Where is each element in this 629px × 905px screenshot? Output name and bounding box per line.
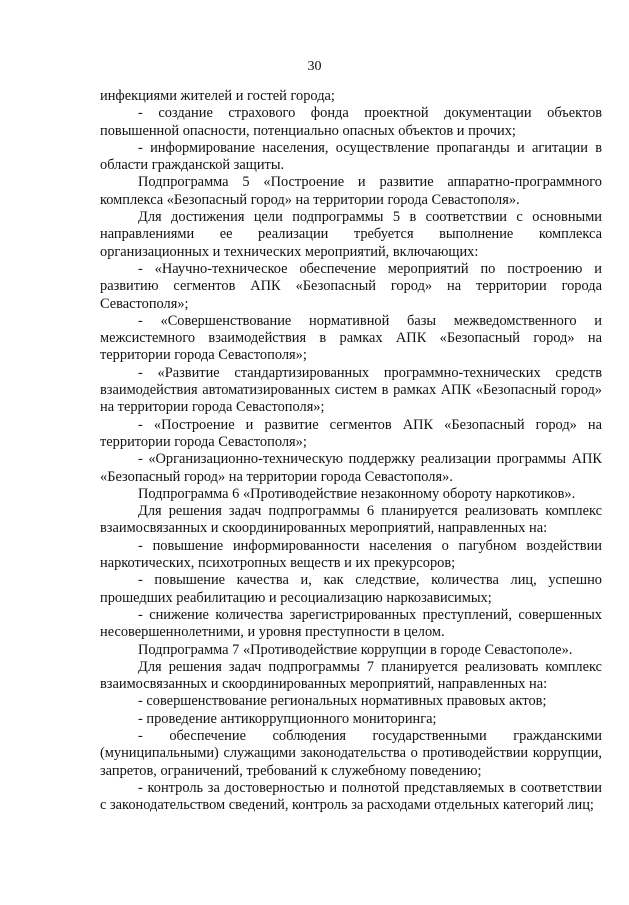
paragraph: - проведение антикоррупционного мониторинга; — [138, 710, 437, 727]
paragraph: Для решения задач подпрограммы 7 планируется реализовать комплекс взаимосвязанных и скоординированных мероприятий, направленных на: — [100, 658, 602, 693]
paragraph: - контроль за достоверностью и полнотой представляемых в соответствии с законодательством сведений, контроль за расходами отдельных категорий лиц; — [100, 779, 602, 814]
paragraph: Подпрограмма 5 «Построение и развитие аппаратно-программного комплекса «Безопасный город» на территории города Севастополя». — [100, 174, 602, 208]
paragraph: - повышение качества и, как следствие, количества лиц, успешно прошедших реабилитацию и ресоциализацию наркозависимых; — [100, 572, 602, 606]
paragraph: - обеспечение соблюдения государственными гражданскими (муниципальными) служащими законодательства о противодействии коррупции, запретов, ограничений, требований к служебному поведению; — [100, 727, 602, 779]
paragraph: - совершенствование региональных нормативных правовых актов; — [138, 693, 547, 710]
paragraph: - «Организационно-техническую поддержку реализации программы АПК «Безопасный город» на территории города Севастополя». — [100, 451, 602, 485]
paragraph: Подпрограмма 7 «Противодействие коррупции в городе Севастополе». — [138, 641, 573, 658]
page-number: 30 — [307, 59, 322, 74]
body-text — [100, 88, 602, 814]
paragraph: инфекциями жителей и гостей города; — [100, 88, 335, 104]
paragraph: - «Совершенствование нормативной базы межведомственного и межсистемного взаимодействия в рамках АПК «Безопасный город» на территории города Севастополя»; — [100, 312, 602, 364]
paragraph: - «Построение и развитие сегментов АПК «Безопасный город» на территории города Севастополя»; — [100, 416, 602, 450]
paragraph: - «Развитие стандартизированных программно-технических средств взаимодействия автоматизированных систем в рамках АПК «Безопасный город» на территории города Севастополя»; — [100, 364, 602, 416]
paragraph: - информирование населения, осуществление пропаганды и агитации в области гражданской защиты. — [100, 139, 602, 174]
paragraph: - снижение количества зарегистрированных преступлений, совершенных несовершеннолетними, и уровня преступности в целом. — [100, 606, 602, 641]
paragraph: Для достижения цели подпрограммы 5 в соответствии с основными направлениями ее реализации требуется выполнение комплекса организационных и технических мероприятий, включающих: — [100, 209, 602, 260]
paragraph: - создание страхового фонда проектной документации объектов повышенной опасности, потенциально опасных объектов и прочих; — [100, 105, 602, 139]
paragraph: - «Научно-техническое обеспечение мероприятий по построению и развитию сегментов АПК «Безопасный город» на территории города Севастополя»; — [100, 260, 602, 312]
paragraph: Подпрограмма 6 «Противодействие незаконному обороту наркотиков». — [138, 485, 576, 502]
paragraph: - повышение информированности населения о пагубном воздействии наркотических, психотропных веществ и их прекурсоров; — [100, 537, 602, 572]
paragraph: Для решения задач подпрограммы 6 планируется реализовать комплекс взаимосвязанных и скоординированных мероприятий, направленных на: — [100, 503, 602, 537]
